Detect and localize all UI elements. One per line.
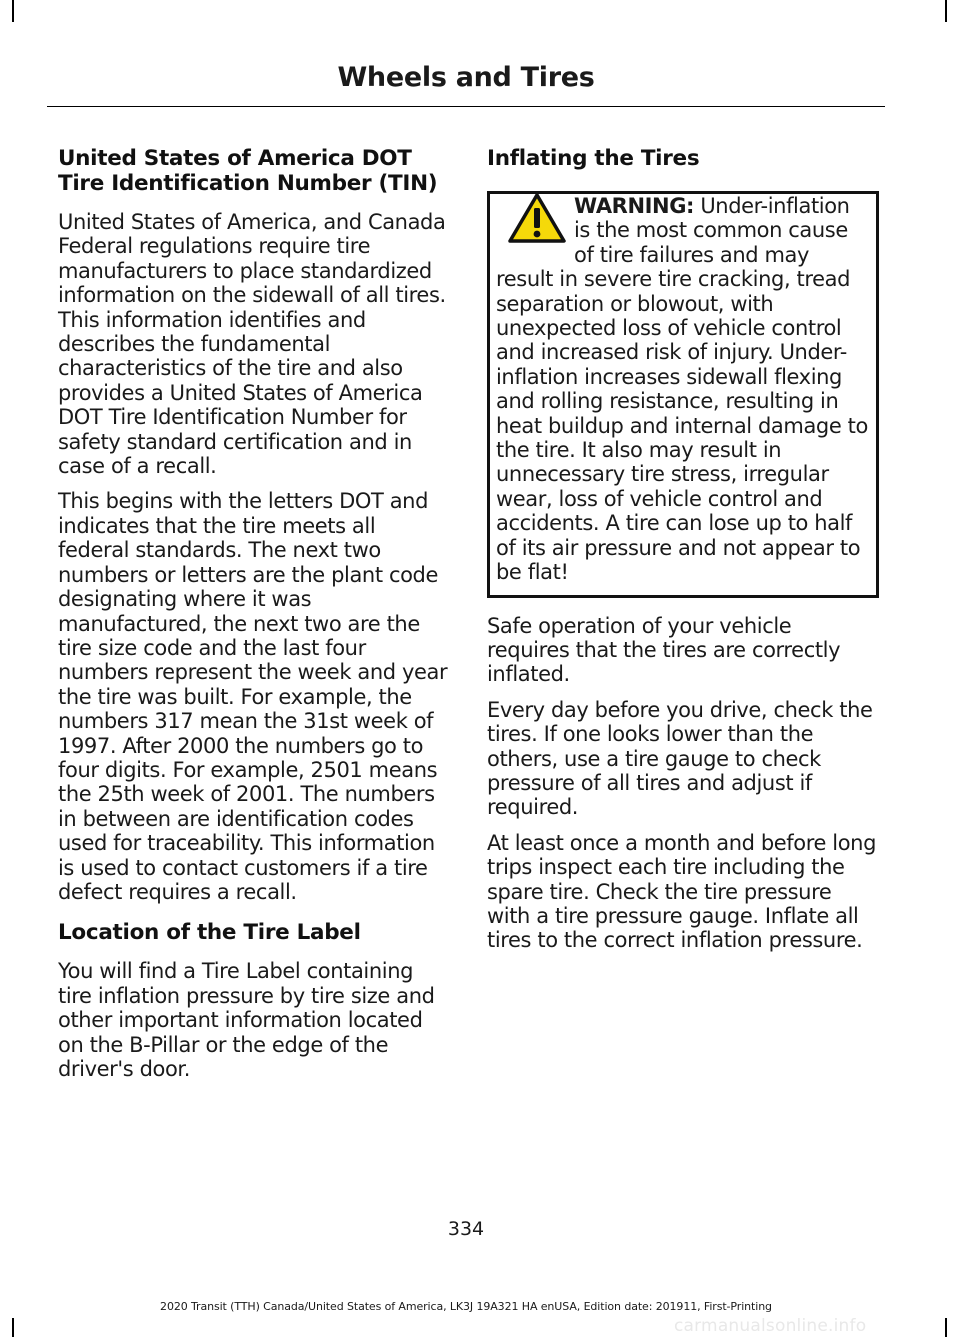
tire-label-heading: Location of the Tire Label [58,920,361,946]
inflation-paragraph-1: Safe operation of your vehicle requires that the tires are correctly inflated. [487,613,841,687]
watermark: carmanualsonline.info [674,1316,867,1334]
page-number: 334 [447,1218,485,1240]
inflation-paragraph-3: At least once a month and before long trips inspect each tire including the spare tire. Check the tire pressure with a tire pressure gauge. Inflate all tires to the correct inflation pressure. [487,830,877,953]
warning-triangle-icon [508,192,566,244]
crop-mark [945,0,947,22]
crop-mark [12,0,14,22]
right-column [487,146,879,964]
crop-mark [12,1318,14,1337]
tin-heading: United States of America DOT Tire Identification Number (TIN) [58,146,438,196]
warning-box [487,191,879,598]
warning-text: Under-inflation is the most common cause of tire failures and may result in severe tire cracking, tread separation or blowout, with unexpected loss of vehicle control and increased risk of injury. Under-inflation increases sidewall flexing and rolling resistance, resulting in heat buildup and internal damage to the tire. It also may result in unnecessary tire stress, irregular wear, loss of vehicle control and accidents. A tire can lose up to half of its air pressure and not appear to be flat! [496,194,868,585]
footer-edition: 2020 Transit (TTH) Canada/United States of America, LK3J 19A321 HA enUSA, Edition date: 201911, First-Printing [160,1300,772,1313]
tire-label-paragraph: You will find a Tire Label containing tire inflation pressure by tire size and other important information located on the B-Pillar or the edge of the driver's door. [58,959,435,1081]
header-divider [47,106,885,107]
tin-paragraph-2: This begins with the letters DOT and indicates that the tire meets all federal standards. The next two numbers or letters are the plant code designating where it was manufactured, the next two are the tire size code and the last four numbers represent the week and year the tire was built. For example, the numbers 317 mean the 31st week of 1997. After 2000 the numbers go to four digits. For example, 2501 means the 25th week of 2001. The numbers in between are identification codes used for traceability. This information is used to contact customers if a tire defect requires a recall. [58,489,448,904]
inflation-paragraph-2: Every day before you drive, check the tires. If one looks lower than the others, use a tire gauge to check pressure of all tires and adjust if required. [487,697,873,820]
tin-paragraph-1: United States of America, and Canada Federal regulations require tire manufacturers to place standardized information on the sidewall of all tires. This information identifies and describes the fundamental characteristics of the tire and also provides a United States of America DOT Tire Identification Number for safety standard certification and in case of a recall. [58,210,446,479]
inflating-heading: Inflating the Tires [487,146,700,171]
warning-label: WARNING: [574,194,695,218]
left-column [58,146,450,1092]
page-title: Wheels and Tires [337,62,595,93]
